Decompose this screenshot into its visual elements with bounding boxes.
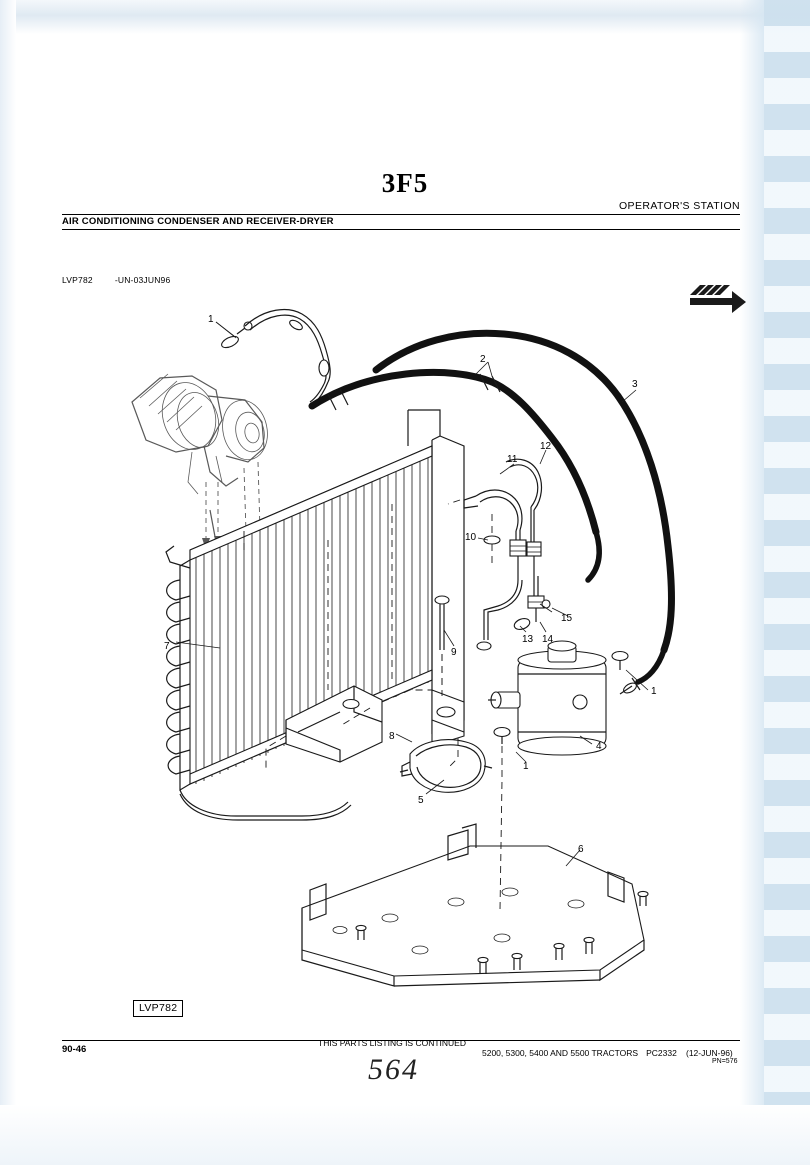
header-divider: [62, 214, 740, 215]
handwritten-page-number: 564: [368, 1053, 419, 1086]
footer-continued-note: THIS PARTS LISTING IS CONTINUED: [318, 1038, 466, 1048]
footer-catalog-number: PC2332: [646, 1048, 677, 1058]
illustration-code-box: LVP782: [133, 1000, 183, 1017]
callout-10: 10: [465, 532, 477, 543]
callout-4: 4: [596, 741, 602, 752]
callout-5: 5: [418, 795, 424, 806]
scan-artifact-top: [0, 0, 810, 34]
figure-title: AIR CONDITIONING CONDENSER AND RECEIVER-DRYER: [62, 216, 334, 227]
callout-8: 8: [389, 731, 395, 742]
callout-15: 15: [561, 613, 573, 624]
scan-artifact-bottom: [0, 1105, 810, 1165]
callout-6: 6: [578, 844, 584, 855]
footer-models: [482, 1048, 677, 1058]
callout-1: 1: [523, 761, 529, 772]
callout-2: 2: [480, 354, 486, 365]
exploded-parts-illustration: [40, 250, 770, 1040]
title-divider: [62, 229, 740, 230]
callout-3: 3: [632, 379, 638, 390]
footer-models-text: 5200, 5300, 5400 AND 5500 TRACTORS: [482, 1048, 639, 1058]
footer-page-number: 90-46: [62, 1044, 87, 1055]
callout-7: 7: [164, 641, 170, 652]
figure-number: 3F5: [381, 168, 429, 198]
callout-1: 1: [208, 314, 214, 325]
illustration-code: LVP782: [62, 275, 93, 285]
footer-date: (12-JUN-96): [686, 1048, 733, 1058]
callout-1: 1: [651, 686, 657, 697]
callout-11: 11: [507, 454, 518, 465]
section-label: OPERATOR'S STATION: [618, 200, 740, 212]
footer-part-number: PN=576: [712, 1058, 738, 1065]
callout-14: 14: [542, 634, 554, 645]
callout-12: 12: [540, 441, 552, 452]
illustration-date: -UN-03JUN96: [114, 275, 171, 285]
callout-13: 13: [522, 634, 534, 645]
callout-9: 9: [451, 647, 457, 658]
